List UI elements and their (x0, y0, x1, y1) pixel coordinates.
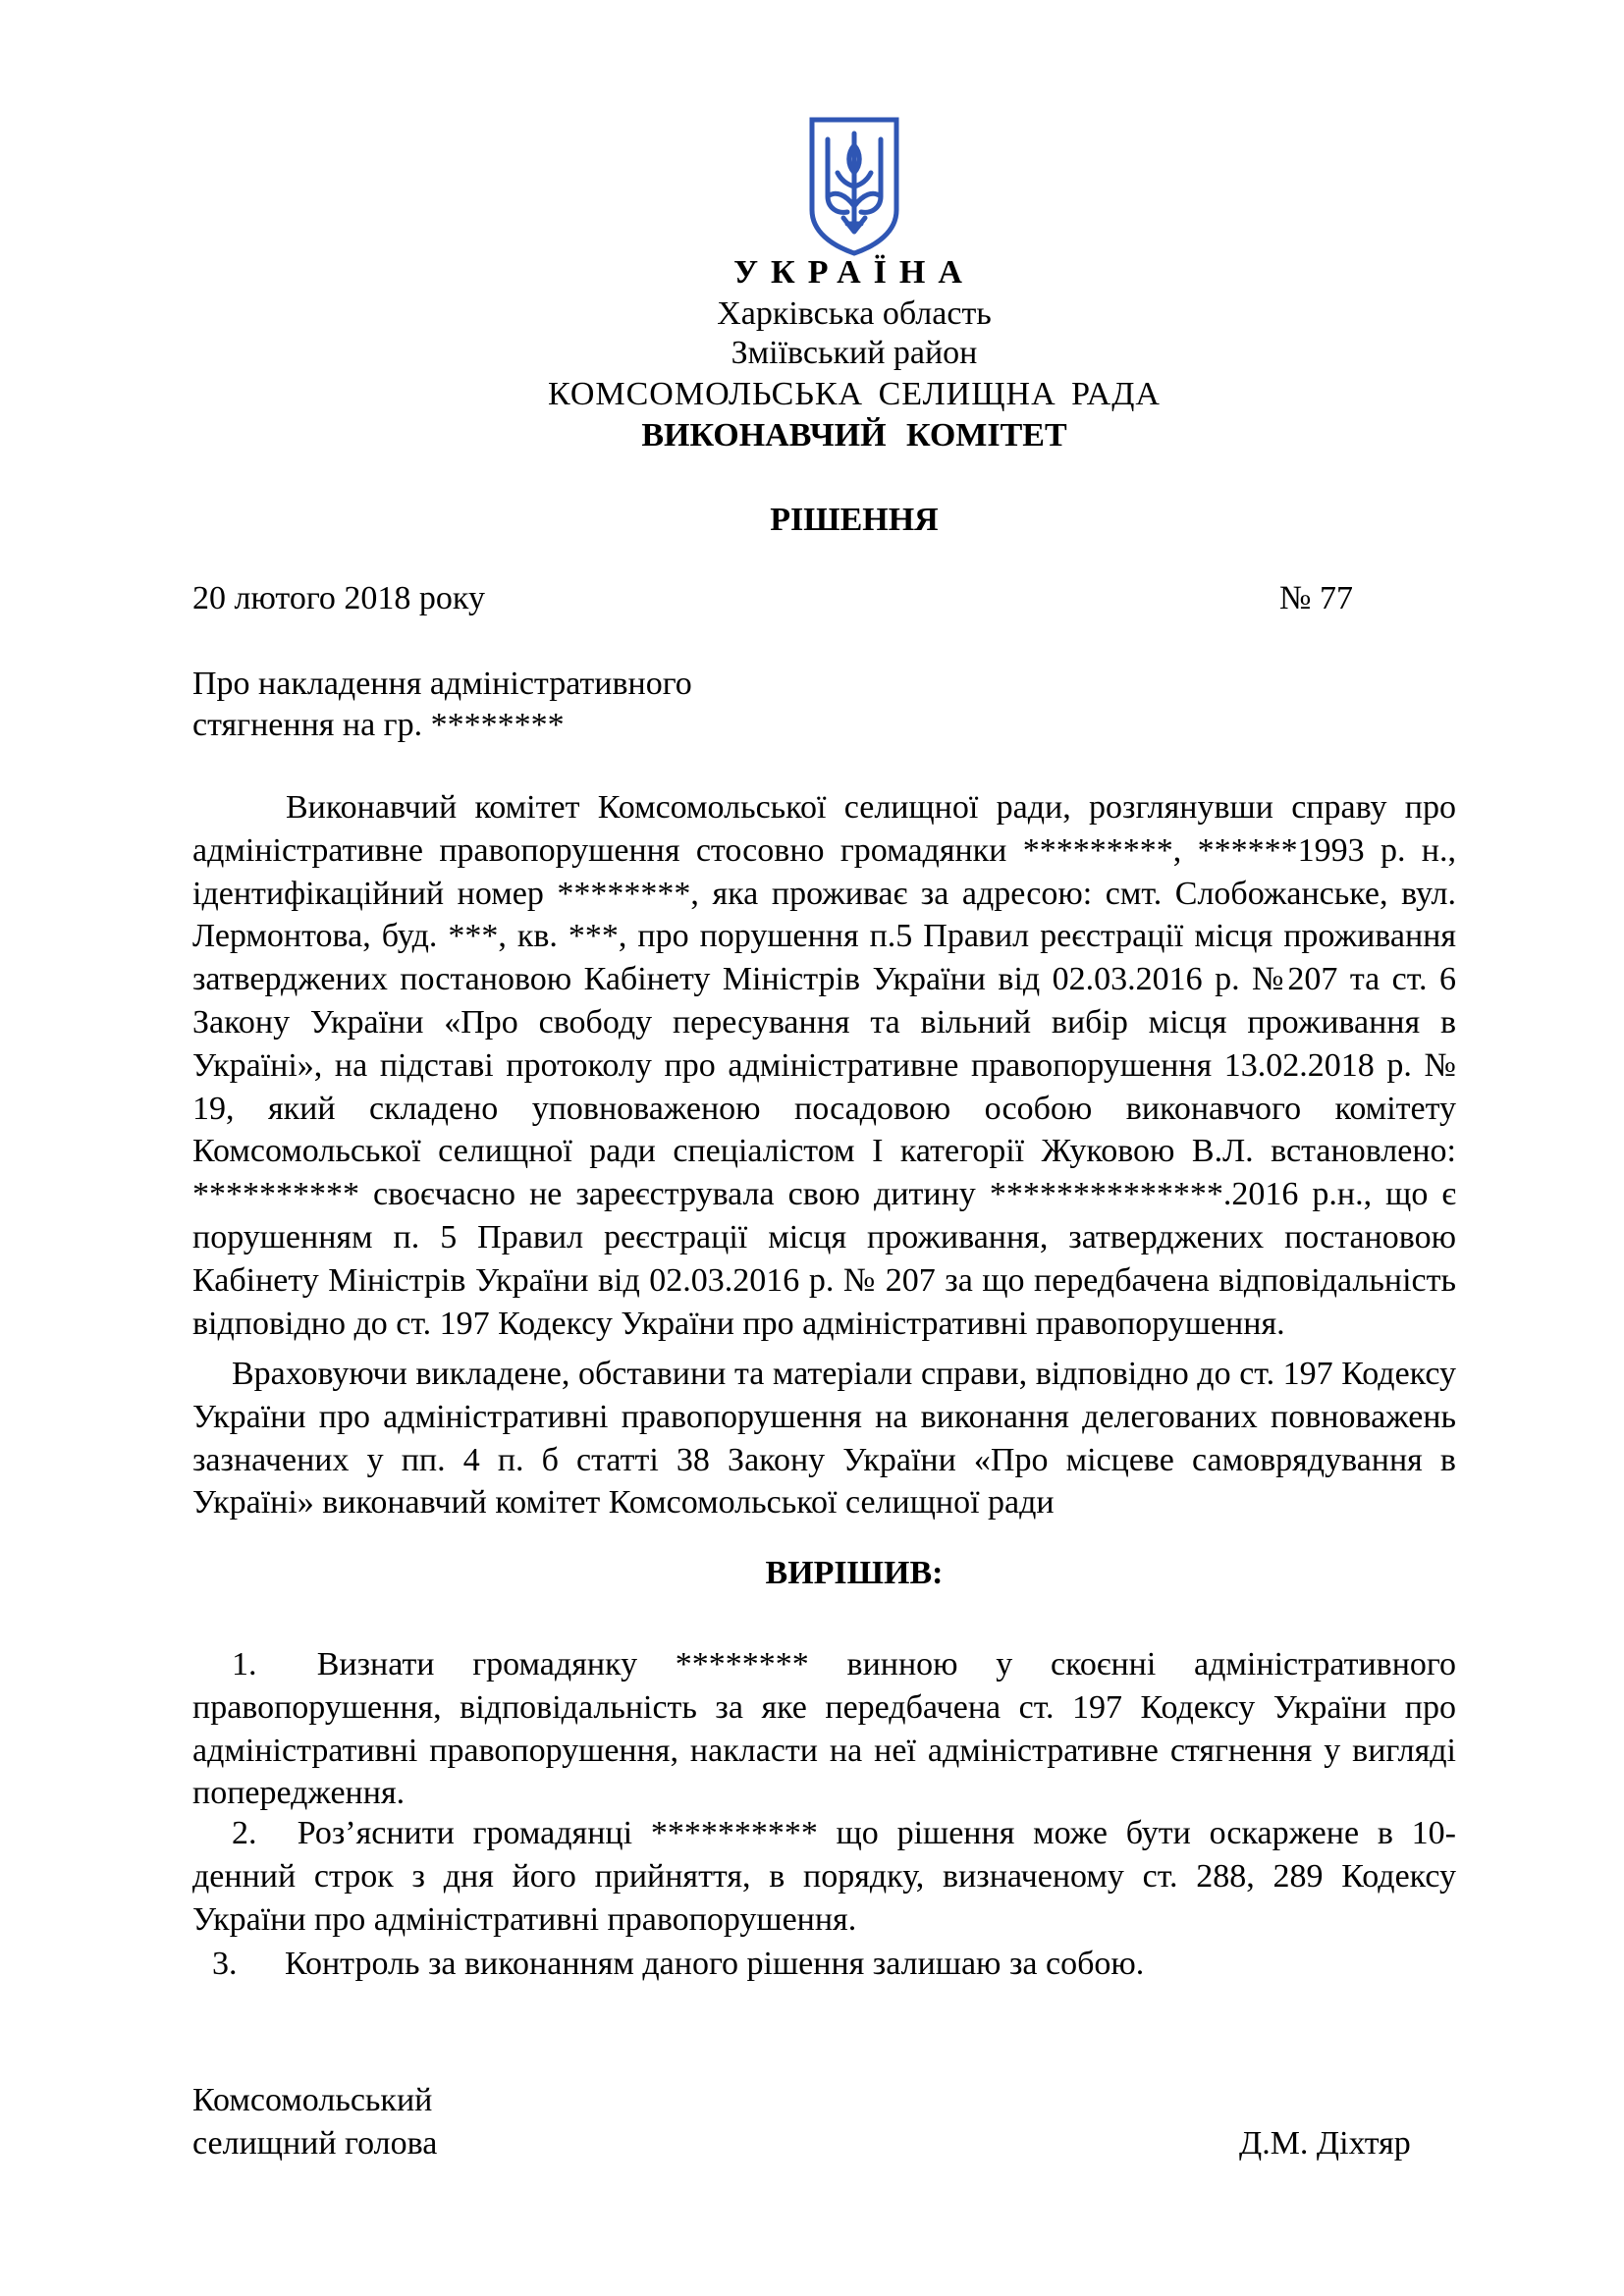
position-line-1: Комсомольський (192, 2082, 433, 2118)
header-country: УКРАЇНА (733, 254, 975, 291)
resolved-heading: ВИРІШИВ: (765, 1555, 944, 1591)
body-paragraph-2: Враховуючи викладене, обставини та матеріали справи, відповідно до ст. 197 Кодексу України про адміністративні правопорушення на виконання делегованих повноважень зазначених у пп. 4 п. б статті 38 Закону України «Про місцеве самоврядування в Україні» виконавчий комітет Комсомольської селищної ради (192, 1356, 1456, 1522)
header-district: Зміївський район (731, 335, 978, 371)
header-region: Харківська область (717, 295, 992, 332)
resolution-item (192, 1812, 1456, 1941)
subject-line-2: стягнення на гр. ******** (192, 707, 565, 743)
body-paragraph-1: Виконавчий комітет Комсомольської селищної ради, розглянувши справу про адміністративне правопорушення стосовно громадянки *********, ******1993 р. н., ідентифікаційний номер ********, яка проживає за адресою: смт. Слобожанське, вул. Лермонтова, буд. ***, кв. ***, про порушення п.5 Правил реєстрації місця проживання затверджених постановою Кабінету Міністрів України від 02.03.2016 р. №207 та ст. 6 Закону України «Про свободу пересування та вільний вибір місця проживання в Україні», на підставі протоколу про адміністративне правопорушення 13.02.2018 р. № 19, який складено уповноваженою посадовою особою виконавчого комітету Комсомольської селищної ради спеціалістом І категорії Жуковою В.Л. встановлено: ********** своєчасно не зареєструвала свою дитину **************.2016 р.н., що є порушенням п. 5 Правил реєстрації місця проживання, затверджених постановою Кабінету Міністрів України від 02.03.2016 р. № 207 за що передбачена відповідальність відповідно до ст. 197 Кодексу України про адміністративні правопорушення. (192, 789, 1456, 1342)
resolution-item (192, 1943, 1456, 1986)
item-text: Роз’яснити громадянці ********** що рішення може бути оскаржене в 10-денний строк з дня його прийняття, в порядку, визначеному ст. 288, 289 Кодексу України про адміністративні правопорушення. (192, 1815, 1456, 1938)
ukraine-coat-of-arms-icon (808, 116, 900, 257)
signatory-position (192, 2079, 437, 2165)
header-council: КОМСОМОЛЬСЬКА СЕЛИЩНА РАДА (548, 376, 1161, 412)
decision-subject (192, 664, 978, 746)
item-number: 2. (232, 1815, 257, 1851)
header-committee: ВИКОНАВЧИЙ КОМІТЕТ (641, 417, 1067, 454)
item-text: Визнати громадянку ******** винною у скоєнні адміністративного правопорушення, відповідальність за яке передбачена ст. 197 Кодексу України про адміністративні правопорушення, накласти на неї адміністративне стягнення у вигляді попередження. (192, 1646, 1457, 1812)
document-type-title: РІШЕННЯ (770, 502, 939, 538)
item-number: 1. (232, 1646, 257, 1682)
decision-number: № 77 (1279, 580, 1353, 616)
subject-line-1: Про накладення адміністративного (192, 666, 692, 702)
resolution-item (192, 1643, 1456, 1815)
signatory-name: Д.М. Діхтяр (1239, 2125, 1411, 2162)
item-number: 3. (212, 1946, 238, 1982)
decision-date: 20 лютого 2018 року (192, 580, 485, 616)
position-line-2: селищний голова (192, 2125, 438, 2162)
item-text: Контроль за виконанням даного рішення залишаю за собою. (285, 1946, 1145, 1982)
